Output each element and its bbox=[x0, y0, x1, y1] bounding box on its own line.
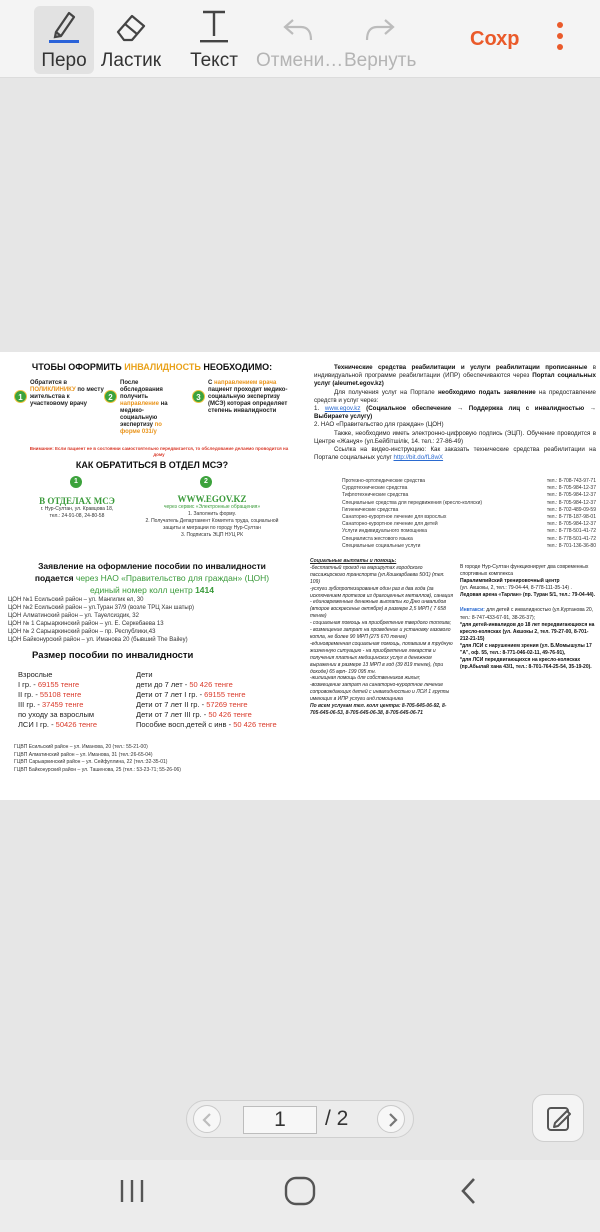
children-benefits: Дети дети до 7 лет - 50 426 тенге Дети от 7 лет I гр. - 69155 тенге Дети от 7 лет II гр. - 57269 тенге Дети от 7 лет III гр. - 50 426 тенге Пособие восп.детей с инв - 50 426 тенге bbox=[136, 670, 277, 729]
previous-page-button[interactable] bbox=[193, 1105, 221, 1133]
benefit-size-title: Размер пособии по инвалидности bbox=[32, 650, 194, 661]
step-number: 3 bbox=[192, 390, 205, 403]
list-item: - возмещение затрат на проведение и установку газового котла, не более 90 МРП (275 670 тенге) bbox=[310, 627, 451, 640]
list-item: Специальные социальные услуги тел.: 8-701-136-36-80 bbox=[342, 542, 596, 549]
rehabilitation-info: Технические средства реабилитации и услуги реабилитации прописанные в индивидуальной программе реабилитации (ИПР) обеспечиваются через Портал социальных услуг (aleumet.egov.kz) Для получения услуг на Портале необходимо подать заявление на предоставление средств и услуг через: 1. www.egov.kz (Социальное обеспечение → Поддержка лиц с инвалидностью → Выбираете услугу) 2. НАО «Правительство для граждан» (ЦОН) Также, необходимо иметь электронно-цифровую подпись (ЭЦП). Обучение проводится в Центре «Жанұя» (ул.Бейбітшілік, 14. тел.: 27-86-49) Ссылка на видео-инструкцию: Как заказать технические средства реабилитации на Портале социальных услуг http://bit.do/fL8wX bbox=[314, 364, 596, 462]
undo-button[interactable] bbox=[256, 6, 344, 74]
redo-icon bbox=[344, 6, 416, 44]
option-mse-office: В ОТДЕЛАХ МСЭ г. Нур-Султан, ул. Кравцова 18, тел.: 24-91-08, 24-80-58 bbox=[39, 496, 115, 519]
list-item: - единовременные денежные выплаты ко Дню инвалидов (второе воскресенье октября) в размере 2,5 МРП ( 7 658 тенге) bbox=[310, 599, 446, 620]
list-item: -единовременная социальная помощь, попавшим в трудную жизненную ситуацию - на приобретение лекарств и получения платных медицинских услуг в денежном выражении в размере 13 МРП в год (39 819 тенге), (при доходе) 65 мрп- 199 095 тн. bbox=[310, 640, 453, 675]
list-item: ГЦВП Есильский район – ул. Иманова, 20 (тел.: 55-21-00) bbox=[14, 744, 148, 750]
eraser-icon bbox=[98, 6, 164, 44]
eraser-tool[interactable] bbox=[98, 6, 164, 74]
step-1: 1 Обратится в ПОЛИКЛИНИКУ по месту жительства к участковому врачу bbox=[14, 380, 106, 440]
how-to-apply-title: КАК ОБРАТИТЬСЯ В ОТДЕЛ МСЭ? bbox=[75, 460, 229, 470]
recent-apps-icon[interactable] bbox=[116, 1174, 148, 1213]
pen-icon bbox=[34, 6, 94, 44]
sport-and-taxi-info: В городе Нур-Султан функционирует два современных спортивных комплекса Паралимпийский тренировочный центр (ул. Акшокы, 2, тел.: 79-04-44, 8-778-111-35-14) . Ледовая арена «Тарлан» (пр. Туран 5/1, тел.: 79-04-44). Инвтакси: для детей с инвалидностью (ул.Куртанова 20, тел.: 8-747-433-67-91, 38-26-37); *для детей-инвалидов до 18 лет передвигающихся на кресло-колясках (ул. Акшокы 2, тел. 79-27-00, 8-701-212-21-15) *для ЛСИ с нарушением зрения (ул. Б.Момышулы 17 "А", оф. 55, тел.: 8-771-046-02-11, 49-76-91), *для ЛСИ передвигающихся на кресло-колясках (пр.Абылай хана 43/1, тел.: 8-701-764-25-54, 35-19-20). bbox=[460, 564, 595, 671]
list-item: ЦОН Алматинский район – ул. Тауелсиздик, 32 bbox=[8, 613, 139, 619]
warning-note: Внимание: Если пациент не в состоянии самостоятельно передвигается, то обследование делаемо проводится на дому bbox=[29, 446, 289, 457]
list-item: -услуги зубопротезирования один раз в два года (за исключением протезов из драгоценных металлов), санация bbox=[310, 585, 453, 599]
list-item: ЦОН №1 Есильский район – ул. Мангилик ел, 30 bbox=[8, 597, 144, 603]
option-number: 2 bbox=[200, 476, 212, 488]
step-number: 2 bbox=[104, 390, 117, 403]
list-item: Санаторно-курортное лечение для взрослых тел.: 8-778-187-98-01 bbox=[342, 514, 596, 521]
text-label: Текст bbox=[190, 50, 238, 71]
list-item: ГЦВП Сарыаркинский район – ул. Сейфуллина, 22 (тел.:32-35-01) bbox=[14, 759, 168, 765]
list-item: ГЦВП Байконурский район – ул. Ташенова, 25 (тел.: 53-23-71; 55-26-06) bbox=[14, 766, 181, 773]
list-item: ЦОН Байконурский район – ул. Иманова 20 (бывший The Bailey) bbox=[8, 637, 188, 643]
benefit-application-title: Заявление на оформление пособии по инвалидности подается через НАО «Правительство для граждан» (ЦОН) единый номер колл центр 1414 bbox=[34, 561, 270, 595]
list-item: Специалиста жестового языка тел.: 8-778-501-41-72 bbox=[342, 535, 596, 542]
step-3: 3 С направлением врача пациент проходит медико-социальную экспертизу (МСЭ) которая определяет степень инвалидности bbox=[192, 380, 300, 444]
back-icon[interactable] bbox=[454, 1174, 484, 1213]
pen-label: Перо bbox=[41, 50, 87, 71]
step-2: 2 После обследования получить направление на медико-социальную экспертизу по форме 031/у bbox=[104, 380, 186, 444]
option-egov: WWW.EGOV.KZ через сервис «Электронные обращения» 1. Заполнить форму. 2. Получатель Департамент Комитета труда, социальной защиты и миграции по городу Нур-Султан 3. Подписать ЭЦП НУЦ РК bbox=[145, 494, 279, 538]
redo-label: Вернуть bbox=[344, 50, 417, 71]
list-item: Сурдотехнические средства тел.: 8-705-984-12-37 bbox=[342, 485, 596, 492]
list-item: Гигиенические средства тел.: 8-702-489-09-59 bbox=[342, 506, 596, 513]
system-navigation-bar bbox=[0, 1160, 600, 1232]
redo-button[interactable] bbox=[344, 6, 416, 74]
chevron-right-icon bbox=[378, 1106, 406, 1134]
list-item: Специальные средства для передвижения (кресло-коляски) тел.: 8-705-984-12-37 bbox=[342, 499, 596, 506]
list-item: ЦОН № 1 Сарыаркинский район – ул. Е. Серкебаева 13 bbox=[8, 621, 164, 627]
right-column bbox=[306, 352, 596, 800]
pen-tool[interactable] bbox=[34, 6, 94, 74]
page-number-input[interactable]: 1 bbox=[243, 1106, 317, 1134]
next-page-button[interactable] bbox=[377, 1105, 405, 1133]
social-payments: Социальные выплаты и помощь: -бесплатный проезд на маршрутах городского пассажирского транспорта (ул.Кошкарбаева 50/1) (тел. 109) -услуги зубопротезирования один раз в два года (за исключением протезов из драгоценных металлов), санация - единовременные денежные выплаты ко Дню инвалидов (второе воскресенье октября) в размере 2,5 МРП ( 7 658 тенге) - социальная помощь на приобретение твердого топлива; - возмещение затрат на проведение и установку газового котла, не более 90 МРП (275 670 тенге) -единовременная социальная помощь, попавшим в трудную жизненную ситуацию - на приобретение лекарств и получения платных медицинских услуг в денежном выражении в размере 13 МРП в год (39 819 тенге), (при доходе) 65 мрп- 199 095 тн. -жилищная помощь для собственников жилья; -возмещение затрат на санаторно-курортное лечение сопровождающих детей с инвалидностью и ЛСИ 1 группы имеющих в ИПР услуги инд.помощника По всем услугам тел. колл центра: 8-705-645-06-92, 8-705-645-06-53, 8-705-645-06-38, 8-705-645-06-71 bbox=[310, 558, 456, 717]
annotation-toolbar bbox=[0, 0, 600, 78]
text-icon bbox=[186, 6, 242, 44]
eraser-label: Ластик bbox=[100, 50, 162, 71]
chevron-left-icon bbox=[194, 1106, 222, 1134]
list-item: Санаторно-курортное лечение для детей тел.: 8-705-984-12-37 bbox=[342, 521, 596, 528]
save-button[interactable]: Сохр bbox=[470, 28, 520, 50]
home-icon[interactable] bbox=[282, 1174, 318, 1213]
gcvp-offices-list bbox=[14, 744, 181, 774]
list-item: Тифлотехнические средства тел.: 8-705-984-12-37 bbox=[342, 492, 596, 499]
disability-title: ЧТОБЫ ОФОРМИТЬ ИНВАЛИДНОСТЬ НЕОБХОДИМО: bbox=[31, 362, 273, 372]
video-instruction-link[interactable]: http://bit.do/fL8wX bbox=[393, 454, 444, 462]
list-item: Протезно-ортопедические средства тел.: 8-708-743-97-71 bbox=[342, 478, 596, 484]
adults-benefits: Взрослые I гр. - 69155 тенге II гр. - 55108 тенге III гр. - 37459 тенге по уходу за взрослым ЛСИ I гр. - 50426 тенге bbox=[18, 670, 98, 729]
list-item: -возмещение затрат на санаторно-курортное лечение сопровождающих детей с инвалидностью и ЛСИ 1 группы имеющих в ИПР услуги инд.помощника bbox=[310, 682, 450, 703]
document-page bbox=[0, 352, 600, 800]
edit-icon bbox=[533, 1095, 585, 1143]
undo-icon bbox=[256, 6, 340, 44]
list-item: -бесплатный проезд на маршрутах городского пассажирского транспорта (ул.Кошкарбаева 50/1) (тел. 109) bbox=[310, 564, 445, 585]
list-item: Услуги индивидуального помощника тел.: 8-778-501-41-72 bbox=[342, 528, 596, 535]
page-total: / 2 bbox=[325, 1107, 349, 1130]
page-navigator bbox=[186, 1100, 414, 1138]
list-item: ГЦВП Алматинский район – ул. Иманова, 31 (тел.:26-65-04) bbox=[14, 751, 153, 758]
undo-label: Отмени… bbox=[256, 50, 344, 71]
option-number: 1 bbox=[70, 476, 82, 488]
con-offices-list bbox=[8, 596, 194, 644]
egov-link[interactable]: www.egov.kz bbox=[324, 405, 361, 413]
left-column bbox=[4, 352, 300, 800]
edit-pdf-button[interactable] bbox=[532, 1094, 584, 1142]
list-item: По всем услугам тел. колл центра: 8-705-645-06-92, 8-705-645-06-53, 8-705-645-06-38, 8-705-645-06-71 bbox=[310, 703, 447, 716]
list-item: ЦОН № 2 Сарыаркинский район – пр. Республики,43 bbox=[8, 629, 156, 635]
text-tool[interactable] bbox=[186, 6, 242, 74]
more-options-icon[interactable] bbox=[548, 22, 572, 58]
list-item: ЦОН №2 Есильский район – ул.Туран 37/9 (возле ТРЦ Хан шатыр) bbox=[8, 605, 195, 611]
list-item: -жилищная помощь для собственников жилья; bbox=[310, 675, 421, 682]
services-phone-list bbox=[342, 478, 596, 550]
step-number: 1 bbox=[14, 390, 27, 403]
list-item: - социальная помощь на приобретение твердого топлива; bbox=[310, 620, 451, 627]
